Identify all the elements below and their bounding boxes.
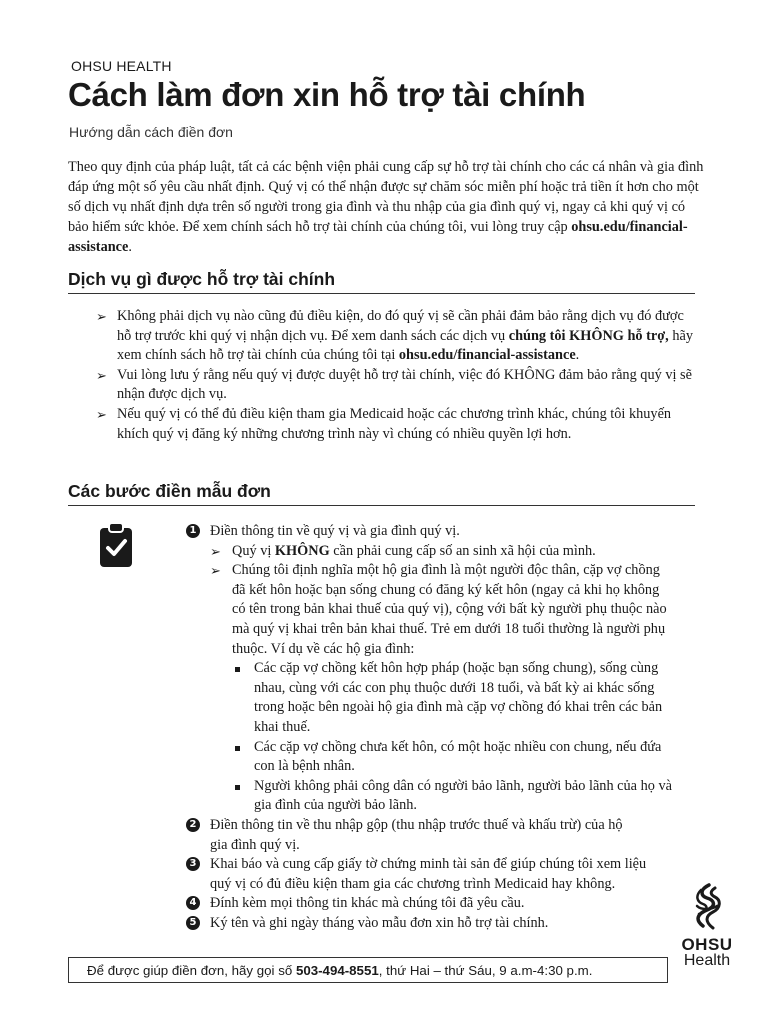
steps-list (186, 522, 676, 933)
step-number-1: 1 (186, 524, 200, 538)
step-number-3: 3 (186, 857, 200, 871)
square-bullet-icon (235, 667, 240, 672)
step-1-sub1-text: Quý vị (232, 542, 275, 559)
list-item (96, 307, 700, 366)
step-5-text: Ký tên và ghi ngày tháng vào mẫu đơn xin hỗ trợ tài chính. (210, 914, 549, 931)
footer-hours: , thứ Hai – thứ Sáu, 9 a.m-4:30 p.m. (378, 963, 593, 978)
step-5 (186, 914, 676, 934)
services-item1-text2: hãy xem chính sách hỗ trợ tài chính của chúng tôi tại (117, 327, 693, 364)
step-2 (186, 816, 630, 855)
step-1-sub2-text: Chúng tôi định nghĩa một hộ gia đình là một người độc thân, cặp vợ chồng đã kết hôn hoặc bạn sống chung có đăng ký kết hôn (ngay cả khi họ không có tên trong bản khai thuế của quý vị), cộng với bất kỳ người phụ thuộc nào mà quý vị khai trên bản khai thuế. Trẻ em dưới 18 tuổi thường là người phụ thuộc. Ví dụ về các hộ gia đình: (232, 562, 667, 657)
arrow-bullet-icon: ➢ (96, 309, 107, 324)
services-item2-text: Vui lòng lưu ý rằng nếu quý vị được duyệt hỗ trợ tài chính, việc đó KHÔNG đảm bảo rằng quý vị sẽ nhận được dịch vụ. (117, 366, 692, 403)
step-1 (186, 522, 676, 542)
page-title: Cách làm đơn xin hỗ trợ tài chính (68, 76, 586, 113)
footer-text: Để được giúp điền đơn, hãy gọi số (87, 963, 296, 978)
step-number-5: 5 (186, 916, 200, 930)
logo-word-health: Health (683, 952, 731, 969)
arrow-bullet-icon: ➢ (210, 543, 221, 559)
ohsu-flame-icon (687, 882, 727, 932)
step-number-4: 4 (186, 896, 200, 910)
ohsu-logo (676, 882, 738, 982)
household-example-2: Các cặp vợ chồng chưa kết hôn, có một hoặc nhiều con chung, nếu đứa con là bệnh nhân. (254, 738, 662, 775)
list-item (232, 659, 676, 737)
services-list (96, 307, 700, 444)
list-item (210, 561, 676, 659)
step-3 (186, 855, 650, 894)
list-item (232, 777, 676, 816)
arrow-bullet-icon: ➢ (96, 406, 107, 422)
org-label: OHSU HEALTH (71, 58, 172, 74)
footer-phone: 503-494-8551 (295, 963, 379, 978)
logo-word-ohsu: OHSU (681, 935, 733, 954)
intro-end: . (128, 239, 132, 255)
services-item3-text: Nếu quý vị có thể đủ điều kiện tham gia Medicaid hoặc các chương trình khác, chúng tôi khuyến khích quý vị đăng ký những chương trình này vì chúng có nhiều quyền lợi hơn. (117, 405, 672, 442)
help-footer (68, 957, 668, 983)
services-item1-bold: chúng tôi KHÔNG hỗ trợ, (508, 327, 669, 344)
intro-link: ohsu.edu/financial-assistance (68, 219, 688, 255)
arrow-bullet-icon: ➢ (96, 367, 107, 383)
services-item1-end: . (575, 347, 580, 364)
step-4-text: Đính kèm mọi thông tin khác mà chúng tôi đã yêu cầu. (210, 895, 525, 912)
section-heading-services: Dịch vụ gì được hỗ trợ tài chính (68, 269, 695, 294)
list-item (96, 366, 700, 405)
services-item1-link: ohsu.edu/financial-assistance (398, 347, 576, 364)
step-1-sub1-text2: cần phải cung cấp số an sinh xã hội của mình. (329, 542, 596, 559)
square-bullet-icon (235, 785, 240, 790)
step-3-text: Khai báo và cung cấp giấy tờ chứng minh tài sản để giúp chúng tôi xem liệu quý vị có đủ điều kiện tham gia các chương trình Medicaid hay không. (210, 856, 647, 892)
step-4 (186, 894, 676, 914)
square-bullet-icon (235, 746, 240, 751)
list-item (210, 542, 676, 562)
intro-text: Theo quy định của pháp luật, tất cả các bệnh viện phải cung cấp sự hỗ trợ tài chính cho các cá nhân và gia đình đáp ứng một số yêu cầu nhất định. Quý vị có thể nhận được sự chăm sóc miễn phí hoặc trả tiền ít hơn cho một số dịch vụ nhất định dựa trên số người trong gia đình và thu nhập của gia đình quý vị, ngay cả khi quý vị có bảo hiểm sức khỏe. Để xem chính sách hỗ trợ tài chính của chúng tôi, vui lòng truy cập (68, 159, 704, 235)
services-item1-text: Không phải dịch vụ nào cũng đủ điều kiện, do đó quý vị sẽ cần phải đảm bảo rằng dịch vụ đó được hỗ trợ trước khi quý vị nhận dịch vụ. Để xem danh sách các dịch vụ (117, 308, 684, 344)
step-number-2: 2 (186, 818, 200, 832)
clipboard-check-icon (99, 522, 133, 568)
intro-paragraph (68, 157, 708, 257)
list-item (232, 738, 676, 777)
section-heading-steps: Các bước điền mẫu đơn (68, 481, 695, 506)
page-subtitle: Hướng dẫn cách điền đơn (69, 124, 233, 140)
household-example-1: Các cặp vợ chồng kết hôn hợp pháp (hoặc bạn sống chung), sống cùng nhau, cùng với các con phụ thuộc dưới 18 tuổi, và bất kỳ ai khác sống trong hoặc bên ngoài hộ gia đình mà cặp vợ chồng đó khai trên các bản khai thuế. (254, 660, 663, 735)
household-example-3: Người không phải công dân có người bảo lãnh, người bảo lãnh của họ và gia đình của người bảo lãnh. (254, 777, 672, 814)
step-1-sub1-bold: KHÔNG (274, 542, 330, 559)
step-2-text: Điền thông tin về thu nhập gộp (thu nhập trước thuế và khấu trừ) của hộ gia đình quý vị. (210, 816, 623, 853)
list-item (96, 405, 700, 444)
arrow-bullet-icon: ➢ (210, 563, 221, 579)
step-1-text: Điền thông tin về quý vị và gia đình quý vị. (210, 523, 460, 539)
